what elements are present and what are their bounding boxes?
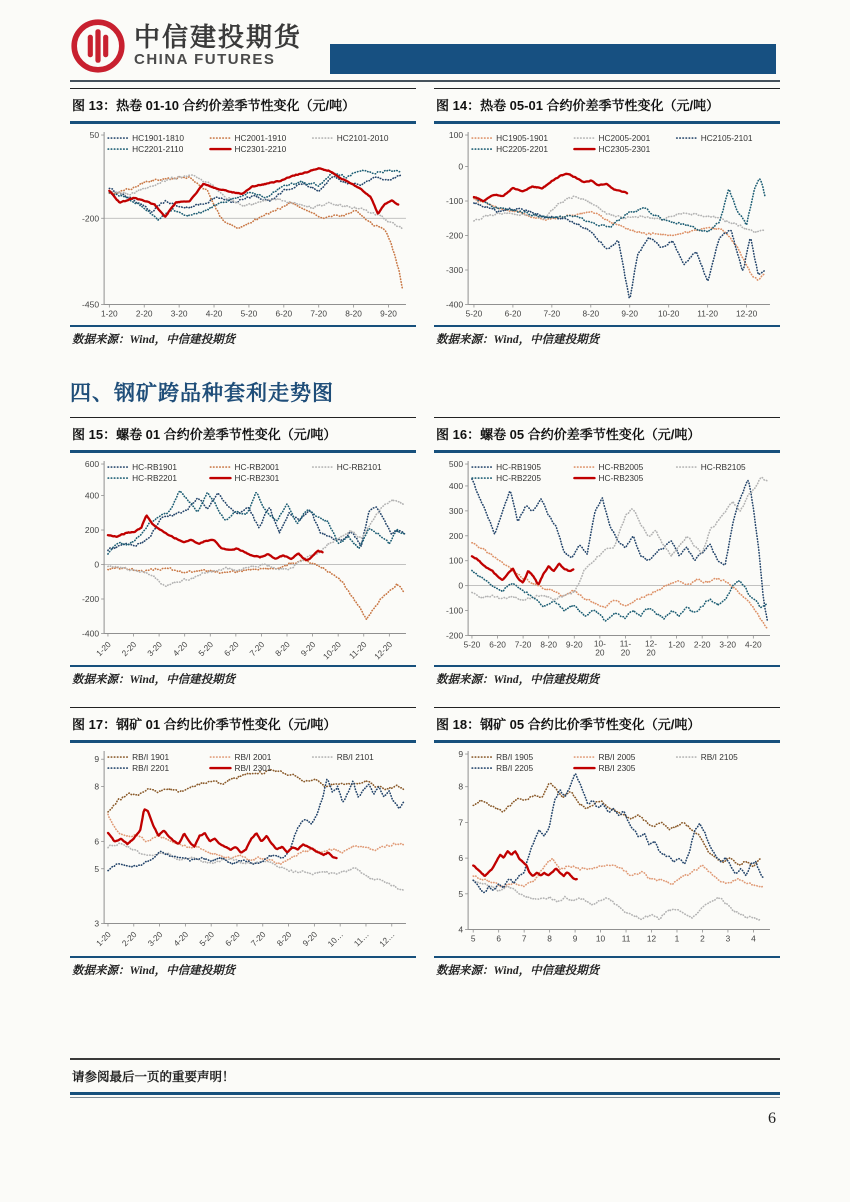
svg-text:7: 7 xyxy=(521,933,527,944)
figure-14-title: 图 14：热卷 05-01 合约价差季节性变化（元/吨） xyxy=(434,88,780,124)
svg-text:RB/I 2301: RB/I 2301 xyxy=(234,763,272,774)
svg-text:3-20: 3-20 xyxy=(145,638,164,658)
svg-text:9-20: 9-20 xyxy=(380,308,397,319)
svg-text:HC-RB1901: HC-RB1901 xyxy=(132,461,178,472)
svg-text:1-20: 1-20 xyxy=(101,308,118,319)
svg-text:5: 5 xyxy=(470,933,476,944)
footer-divider xyxy=(70,1092,780,1098)
figure-17 xyxy=(70,707,416,980)
svg-text:5: 5 xyxy=(94,863,100,874)
svg-text:12…: 12… xyxy=(377,929,397,949)
svg-text:9-20: 9-20 xyxy=(565,639,583,650)
svg-text:0: 0 xyxy=(458,580,464,591)
svg-text:10-20: 10-20 xyxy=(320,638,344,661)
svg-text:HC-RB2001: HC-RB2001 xyxy=(234,461,280,472)
section-title: 四、钢矿跨品种套利走势图 xyxy=(70,381,334,405)
figure-14-chart xyxy=(434,126,780,325)
svg-text:8-20: 8-20 xyxy=(540,639,558,650)
figure-13-chart xyxy=(70,126,416,325)
svg-text:HC2105-2101: HC2105-2101 xyxy=(700,133,753,144)
svg-text:9-20: 9-20 xyxy=(298,638,318,658)
svg-text:1-20: 1-20 xyxy=(668,639,685,650)
svg-text:6-20: 6-20 xyxy=(275,308,293,319)
figure-15-chart xyxy=(70,455,416,666)
svg-text:8-20: 8-20 xyxy=(582,308,600,319)
svg-text:7-20: 7-20 xyxy=(247,638,267,658)
svg-text:9: 9 xyxy=(572,933,578,944)
svg-text:4-20: 4-20 xyxy=(171,929,191,949)
svg-text:4: 4 xyxy=(751,933,756,944)
svg-text:50: 50 xyxy=(89,130,100,141)
svg-text:0: 0 xyxy=(458,161,464,172)
page-header xyxy=(70,18,780,74)
svg-text:HC2301-2210: HC2301-2210 xyxy=(234,144,287,155)
svg-text:7-20: 7-20 xyxy=(310,308,328,319)
svg-text:2-20: 2-20 xyxy=(135,308,153,319)
svg-text:2-20: 2-20 xyxy=(119,638,139,658)
svg-text:RB/I 2101: RB/I 2101 xyxy=(336,752,374,763)
svg-text:0: 0 xyxy=(94,559,100,570)
figure-15-title: 图 15：螺卷 01 合约价差季节性变化（元/吨） xyxy=(70,417,416,453)
svg-text:10…: 10… xyxy=(325,929,346,949)
svg-text:10: 10 xyxy=(595,933,606,944)
svg-text:HC2001-1910: HC2001-1910 xyxy=(234,133,287,144)
figure-18 xyxy=(434,707,780,980)
svg-text:RB/I 2305: RB/I 2305 xyxy=(598,763,636,774)
figure-14 xyxy=(434,88,780,349)
svg-text:4: 4 xyxy=(458,924,464,935)
svg-text:9: 9 xyxy=(458,749,464,760)
svg-text:3: 3 xyxy=(725,933,731,944)
svg-text:HC-RB2201: HC-RB2201 xyxy=(132,472,178,483)
figure-17-title: 图 17：钢矿 01 合约比价季节性变化（元/吨） xyxy=(70,707,416,743)
figure-18-title: 图 18：钢矿 05 合约比价季节性变化（元/吨） xyxy=(434,707,780,743)
svg-text:-400: -400 xyxy=(82,628,100,639)
svg-text:6-20: 6-20 xyxy=(489,639,506,650)
svg-text:-100: -100 xyxy=(446,196,464,207)
svg-text:500: 500 xyxy=(448,458,464,469)
svg-text:HC-RB1905: HC-RB1905 xyxy=(496,461,542,472)
figure-13-source: 数据来源：Wind，中信建投期货 xyxy=(70,325,416,349)
svg-text:8: 8 xyxy=(458,781,464,792)
brand-text xyxy=(134,24,302,67)
svg-text:2-20: 2-20 xyxy=(693,639,711,650)
header-accent-bar xyxy=(330,44,776,74)
svg-text:12-20: 12-20 xyxy=(372,638,395,661)
svg-text:-200: -200 xyxy=(446,630,464,641)
figure-13 xyxy=(70,88,416,349)
svg-text:5-20: 5-20 xyxy=(197,929,217,949)
svg-text:-400: -400 xyxy=(446,299,464,310)
svg-text:7: 7 xyxy=(458,817,464,828)
svg-text:1-20: 1-20 xyxy=(93,929,113,949)
svg-text:HC-RB2105: HC-RB2105 xyxy=(700,461,746,472)
page-footer xyxy=(70,1058,780,1128)
svg-text:5-20: 5-20 xyxy=(463,639,481,650)
figure-18-chart xyxy=(434,745,780,956)
svg-text:11-20: 11-20 xyxy=(346,638,369,661)
svg-text:6: 6 xyxy=(496,933,501,944)
svg-text:HC-RB2301: HC-RB2301 xyxy=(234,472,280,483)
figure-row-1 xyxy=(70,88,780,349)
svg-text:100: 100 xyxy=(448,555,464,566)
svg-text:-200: -200 xyxy=(446,230,464,241)
svg-text:10-20: 10-20 xyxy=(593,638,606,658)
svg-text:2: 2 xyxy=(700,933,705,944)
svg-text:7-20: 7-20 xyxy=(514,639,532,650)
svg-text:4-20: 4-20 xyxy=(170,638,190,658)
svg-text:7-20: 7-20 xyxy=(248,929,268,949)
svg-text:400: 400 xyxy=(84,490,100,501)
svg-text:3-20: 3-20 xyxy=(145,929,165,949)
svg-text:11-20: 11-20 xyxy=(697,308,718,319)
svg-text:6-20: 6-20 xyxy=(222,929,242,949)
svg-text:3-20: 3-20 xyxy=(719,639,737,650)
figure-16-title: 图 16：螺卷 05 合约价差季节性变化（元/吨） xyxy=(434,417,780,453)
figure-17-chart xyxy=(70,745,416,956)
svg-text:RB/I 2201: RB/I 2201 xyxy=(132,763,170,774)
svg-text:RB/I 2105: RB/I 2105 xyxy=(700,752,738,763)
svg-text:600: 600 xyxy=(84,458,100,469)
svg-text:12-20: 12-20 xyxy=(645,638,658,658)
svg-text:RB/I 2205: RB/I 2205 xyxy=(496,763,534,774)
figure-16-source: 数据来源：Wind，中信建投期货 xyxy=(434,665,780,689)
svg-text:HC2205-2201: HC2205-2201 xyxy=(496,144,548,155)
svg-text:-200: -200 xyxy=(82,213,100,224)
svg-text:-300: -300 xyxy=(446,265,464,276)
svg-text:HC-RB2005: HC-RB2005 xyxy=(598,461,644,472)
figure-15-source: 数据来源：Wind，中信建投期货 xyxy=(70,665,416,689)
svg-text:HC2201-2110: HC2201-2110 xyxy=(132,144,184,155)
svg-text:200: 200 xyxy=(84,524,100,535)
svg-text:9-20: 9-20 xyxy=(621,308,639,319)
svg-text:5: 5 xyxy=(458,888,464,899)
svg-text:6-20: 6-20 xyxy=(221,638,241,658)
svg-text:3-20: 3-20 xyxy=(170,308,188,319)
svg-text:5-20: 5-20 xyxy=(196,638,216,658)
svg-text:6-20: 6-20 xyxy=(504,308,522,319)
svg-text:-450: -450 xyxy=(82,299,100,310)
brand-name-en: CHINA FUTURES xyxy=(134,50,276,68)
svg-text:HC-RB2101: HC-RB2101 xyxy=(336,461,382,472)
svg-text:HC1905-1901: HC1905-1901 xyxy=(496,133,548,144)
figure-14-source: 数据来源：Wind，中信建投期货 xyxy=(434,325,780,349)
svg-text:HC-RB2205: HC-RB2205 xyxy=(496,472,542,483)
svg-text:8-20: 8-20 xyxy=(274,929,294,949)
svg-text:HC1901-1810: HC1901-1810 xyxy=(132,133,184,144)
svg-text:2-20: 2-20 xyxy=(119,929,139,949)
svg-text:300: 300 xyxy=(448,505,464,516)
svg-text:3: 3 xyxy=(94,918,100,929)
svg-text:-100: -100 xyxy=(446,605,464,616)
svg-text:4-20: 4-20 xyxy=(205,308,223,319)
figure-13-title: 图 13：热卷 01-10 合约价差季节性变化（元/吨） xyxy=(70,88,416,124)
svg-text:7-20: 7-20 xyxy=(543,308,561,319)
svg-text:8: 8 xyxy=(94,781,100,792)
svg-text:4-20: 4-20 xyxy=(745,639,762,650)
figure-row-3 xyxy=(70,707,780,980)
disclaimer-text: 请参阅最后一页的重要声明！ xyxy=(70,1058,780,1092)
svg-text:400: 400 xyxy=(448,480,464,491)
figure-15 xyxy=(70,417,416,690)
svg-text:RB/I 1905: RB/I 1905 xyxy=(496,752,534,763)
brand-name-cn: 中信建投期货 xyxy=(134,22,303,53)
svg-text:10-20: 10-20 xyxy=(658,308,680,319)
svg-text:1: 1 xyxy=(674,933,680,944)
svg-text:6: 6 xyxy=(94,836,100,847)
figure-row-2 xyxy=(70,417,780,690)
svg-text:HC2005-2001: HC2005-2001 xyxy=(598,133,651,144)
svg-text:11-20: 11-20 xyxy=(619,638,632,658)
svg-text:RB/I 2005: RB/I 2005 xyxy=(598,752,636,763)
svg-text:11…: 11… xyxy=(351,929,371,949)
figure-18-source: 数据来源：Wind，中信建投期货 xyxy=(434,956,780,980)
figure-16-chart xyxy=(434,455,780,666)
svg-text:5-20: 5-20 xyxy=(465,308,483,319)
svg-text:9-20: 9-20 xyxy=(300,929,320,949)
brand xyxy=(70,18,302,74)
page-number: 6 xyxy=(768,1110,776,1127)
svg-text:200: 200 xyxy=(448,530,464,541)
svg-text:8: 8 xyxy=(547,933,552,944)
header-divider xyxy=(70,80,780,82)
svg-text:11: 11 xyxy=(621,933,631,944)
svg-text:RB/I 2001: RB/I 2001 xyxy=(234,752,272,763)
svg-text:HC2101-2010: HC2101-2010 xyxy=(336,133,389,144)
svg-text:9: 9 xyxy=(94,754,100,765)
svg-text:1-20: 1-20 xyxy=(93,638,113,658)
svg-text:-200: -200 xyxy=(82,593,100,604)
svg-text:100: 100 xyxy=(448,130,464,141)
svg-text:HC-RB2305: HC-RB2305 xyxy=(598,472,644,483)
svg-text:8-20: 8-20 xyxy=(273,638,292,658)
figure-16 xyxy=(434,417,780,690)
svg-text:8-20: 8-20 xyxy=(345,308,362,319)
svg-text:RB/I 1901: RB/I 1901 xyxy=(132,752,170,763)
figure-17-source: 数据来源：Wind，中信建投期货 xyxy=(70,956,416,980)
svg-text:HC2305-2301: HC2305-2301 xyxy=(598,144,651,155)
svg-text:12: 12 xyxy=(646,933,657,944)
svg-text:6: 6 xyxy=(458,853,464,864)
svg-text:5-20: 5-20 xyxy=(240,308,258,319)
citic-logo-icon xyxy=(70,18,126,74)
svg-text:12-20: 12-20 xyxy=(735,308,758,319)
